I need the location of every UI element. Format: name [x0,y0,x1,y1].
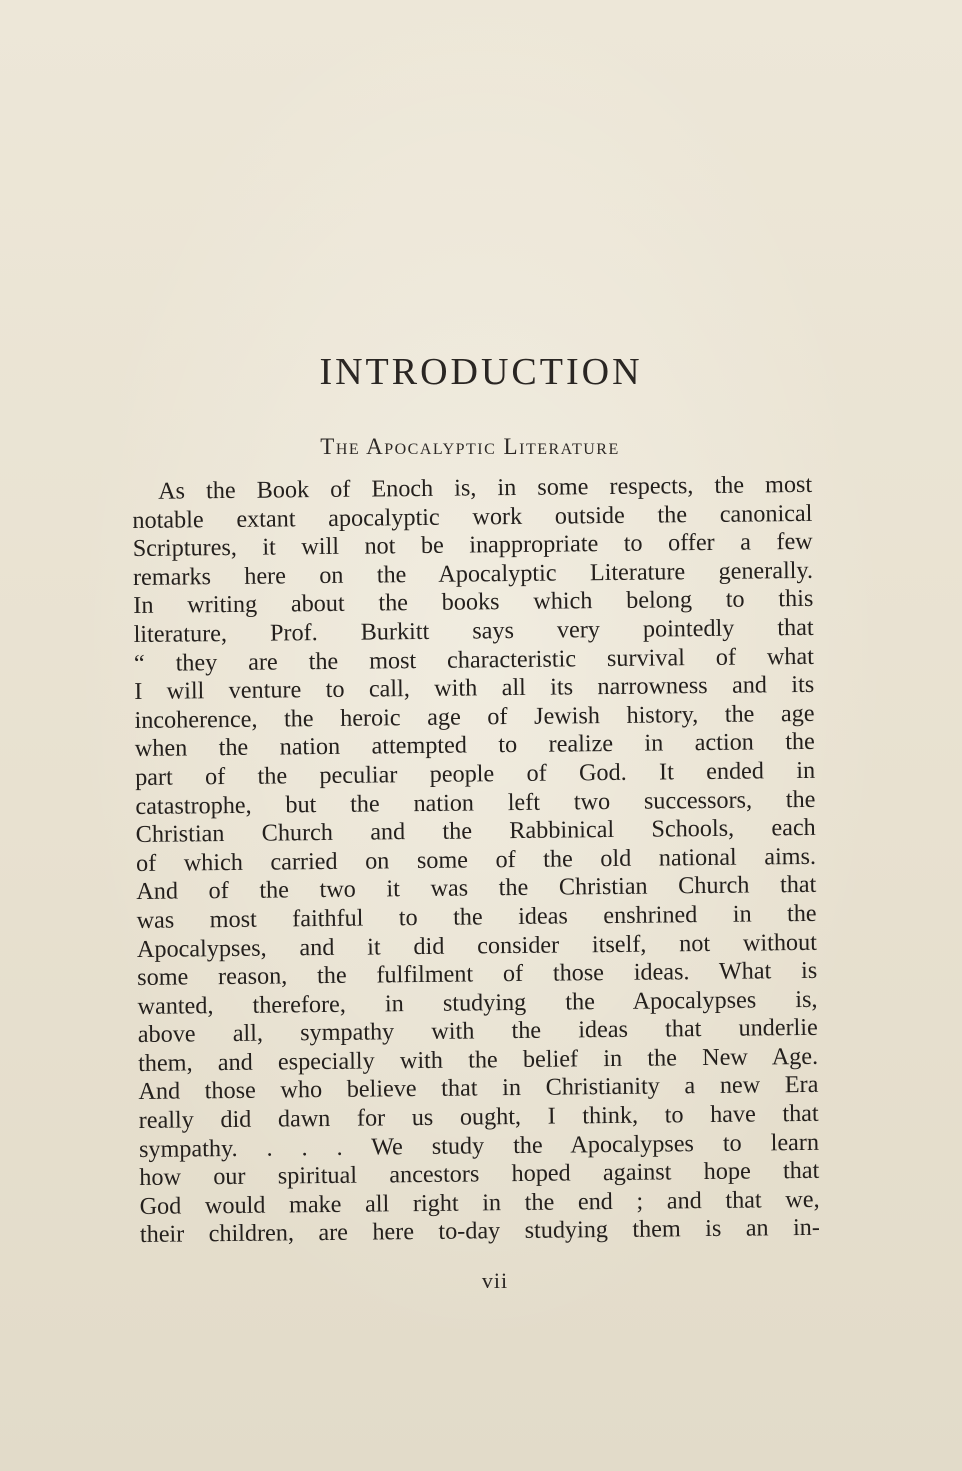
text-line: notable extant apocalyptic work outside the canonical [132,499,813,534]
text-line: I will venture to call, with all its narrowness and its [134,671,815,706]
text-line: of which carried on some of the old national aims. [135,842,817,877]
text-line: “ they are the most characteristic survival of what [133,642,815,677]
section-subheading: The Apocalyptic Literature [320,434,620,459]
text-line: wanted, therefore, in studying the Apocalypses is, [137,985,818,1020]
text-line: incoherence, the heroic age of Jewish history, the age [134,699,815,734]
text-line: when the nation attempted to realize in action the [134,728,815,763]
text-line: In writing about the books which belong to this [133,585,814,620]
text-line: As the Book of Enoch is, in some respects, the most [157,470,813,505]
text-line: part of the peculiar people of God. It ended in [134,756,816,791]
text-line: above all, sympathy with the ideas that underlie [137,1014,818,1049]
text-line: remarks here on the Apocalyptic Literature generally. [132,556,814,591]
text-line: sympathy. . . . We study the Apocalypses to learn [138,1128,820,1163]
text-line: was most faithful to the ideas enshrined in the [136,899,817,934]
text-line: literature, Prof. Burkitt says very pointedly that [133,613,814,648]
text-line: Scriptures, it will not be inappropriate to offer a few [132,528,813,563]
text-line: Apocalypses, and it did consider itself, not without [136,928,818,963]
text-line: Christian Church and the Rabbinical Schools, each [135,813,816,849]
body-paragraph [132,471,820,1250]
text-line: some reason, the fulfilment of those ideas. What is [137,956,818,992]
page-number: vii [481,1268,509,1293]
text-line: really did dawn for us ought, I think, to have that [138,1099,819,1135]
text-line: them, and especially with the belief in the New Age. [137,1042,819,1077]
text-line: how our spiritual ancestors hoped against hope that [139,1157,820,1192]
text-line: And those who believe that in Christianity a new Era [138,1071,819,1106]
text-line: God would make all right in the end ; and that we, [139,1185,820,1220]
text-line: their children, are here to-day studying them is an in- [139,1214,821,1249]
chapter-heading: INTRODUCTION [319,351,643,393]
text-line: catastrophe, but the nation left two successors, the [135,785,816,820]
text-line: And of the two it was the Christian Church that [136,871,817,906]
